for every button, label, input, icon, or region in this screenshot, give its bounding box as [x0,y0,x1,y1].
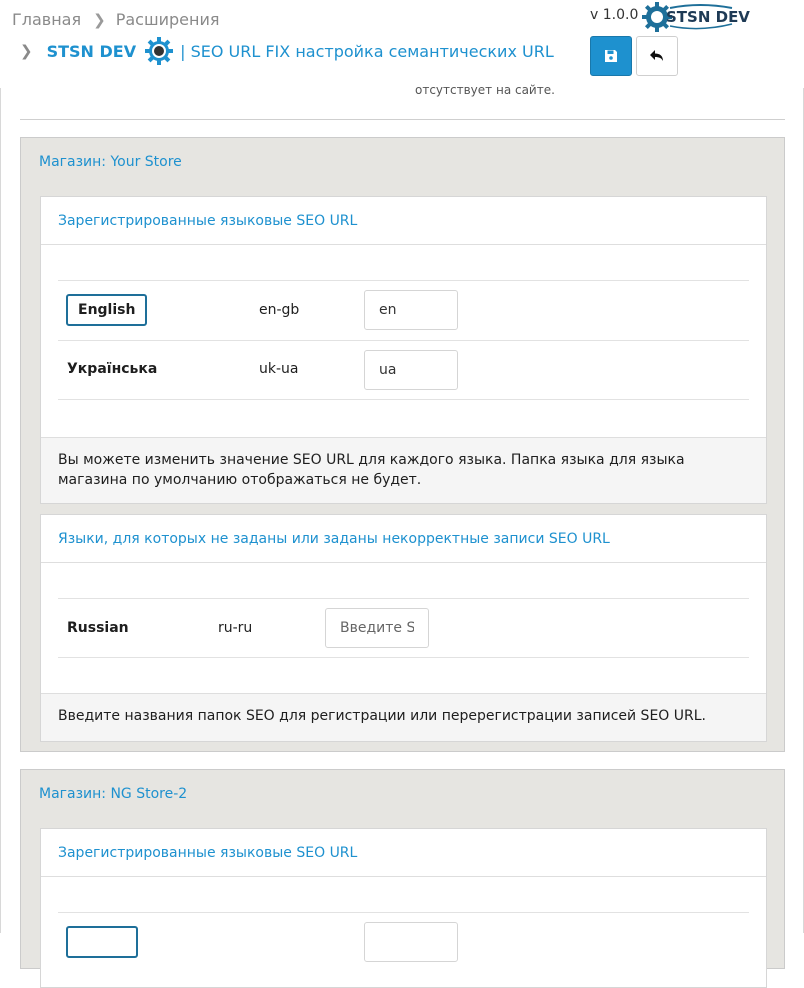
stsn-dev-logo [640,0,750,34]
back-button[interactable] [636,36,678,76]
logo-text: STSN DEV [666,8,750,26]
back-arrow-icon [649,49,665,63]
cut-off-text: отсутствует на сайте. [415,83,555,97]
breadcrumb-home[interactable]: Главная [12,10,82,29]
page-title [20,36,554,66]
registered-languages-panel [40,196,767,504]
registered-languages-panel [40,828,767,988]
language-code: en-gb [259,302,300,318]
panel-footer-hint: Вы можете изменить значение SEO URL для каждого языка. Папка языка для языка магазина по умолчанию отображаться не будет. [41,437,766,503]
language-button[interactable] [66,926,138,958]
language-name: Українська [67,361,158,377]
language-row [58,280,749,340]
language-name: Russian [67,620,129,636]
language-code: ru-ru [218,620,253,636]
panel-heading: Языки, для которых не заданы или заданы некорректные записи SEO URL [41,515,766,563]
store-panel-your-store [20,137,785,752]
language-row [58,912,749,972]
language-button-english[interactable]: English [66,294,147,326]
panel-heading: Зарегистрированные языковые SEO URL [41,197,766,245]
store-heading: Магазин: Your Store [39,154,182,170]
seo-url-input[interactable] [364,290,458,330]
seo-url-input[interactable] [364,350,458,390]
store-heading: Магазин: NG Store-2 [39,786,188,802]
chevron-right-icon: ❯ [93,10,106,29]
gear-logo-icon [144,36,174,66]
seo-url-input[interactable] [325,608,429,648]
page-header [0,0,804,88]
version-label: v 1.0.0 [590,7,639,23]
seo-url-input[interactable] [364,922,458,962]
panel-heading: Зарегистрированные языковые SEO URL [41,829,766,877]
chevron-right-icon: ❯ [20,42,33,60]
page-title-text: | SEO URL FIX настройка семантических URL [180,41,554,61]
save-button[interactable] [590,36,632,76]
breadcrumb-extensions[interactable]: Расширения [115,10,220,29]
breadcrumb [12,10,219,29]
unregistered-languages-panel [40,514,767,742]
brand-name: STSN DEV [46,41,137,61]
panel-footer-hint: Введите названия папок SEO для регистрации или перерегистрации записей SEO URL. [41,693,766,741]
save-icon [604,49,618,63]
language-row [58,340,749,400]
content-area [0,83,804,933]
divider [20,119,785,120]
language-code: uk-ua [259,361,299,377]
store-panel-ng-store-2 [20,769,785,969]
language-row [58,598,749,658]
